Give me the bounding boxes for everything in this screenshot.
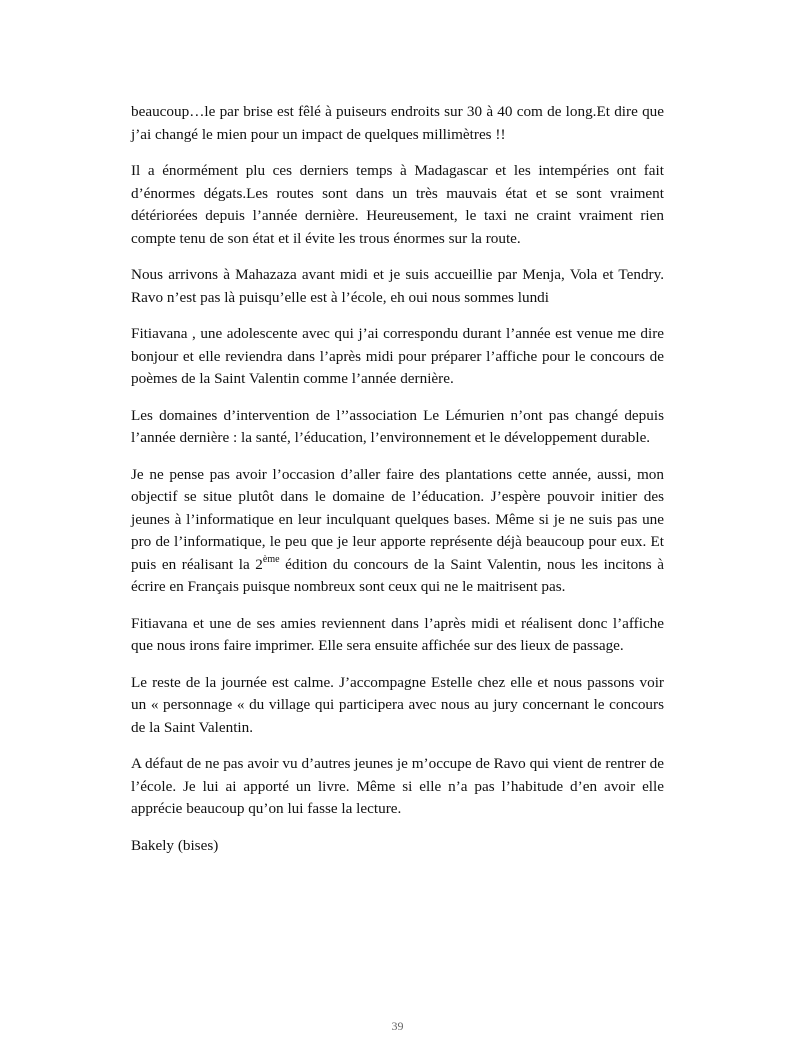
paragraph-text: édition du concours de la Saint Valentin, nous les incitons à écrire en Français puisque nombreux sont ceux qui ne le maitrisent pas. (131, 555, 664, 595)
paragraph: A défaut de ne pas avoir vu d’autres jeunes je m’occupe de Ravo qui vient de rentrer de l’école. Je lui ai apporté un livre. Même si elle n’a pas l’habitude d’en avoir elle apprécie beaucoup qu’on lui fasse la lecture. (131, 755, 664, 817)
superscript-ordinal: ème (262, 553, 280, 565)
paragraph (131, 464, 664, 599)
paragraph: Fitiavana , une adolescente avec qui j’ai correspondu durant l’année est venue me dire bonjour et elle reviendra dans l’après midi pour préparer l’affiche pour le concours de poèmes de la Saint Valentin comme l’année dernière. (131, 325, 664, 387)
page-number: 39 (391, 1019, 404, 1033)
paragraph: Les domaines d’intervention de l’’association Le Lémurien n’ont pas changé depuis l’année dernière : la santé, l’éducation, l’environnement et le développement durable. (131, 406, 664, 446)
paragraph: Il a énormément plu ces derniers temps à Madagascar et les intempéries ont fait d’énormes dégats.Les routes sont dans un très mauvais état et se sont vraiment détériorées depuis l’année dernière. Heureusement, le taxi ne craint vraiment rien compte tenu de son état et il évite les trous énormes sur la route. (131, 162, 664, 247)
paragraph: Le reste de la journée est calme. J’accompagne Estelle chez elle et nous passons voir un « personnage « du village qui participera avec nous au jury concernant le concours de la Saint Valentin. (131, 673, 664, 736)
paragraph: beaucoup…le par brise est fêlé à puiseurs endroits sur 30 à 40 com de long.Et dire que j’ai changé le mien pour un impact de quelques millimètres !! (131, 103, 664, 143)
paragraph-text: Je ne pense pas avoir l’occasion d’aller faire des plantations cette année, aussi, mon objectif se situe plutôt dans le domaine de l’éducation. J’espère pouvoir initier des jeunes à l’informatique en leur inculquant quelques bases. Même si je ne suis pas une pro de l’informatique, le peu que je leur apporte représente déjà beaucoup pour eux. Et puis en réalisant la 2 (131, 465, 664, 573)
signoff: Bakely (bises) (131, 836, 219, 854)
paragraph: Nous arrivons à Mahazaza avant midi et je suis accueillie par Menja, Vola et Tendry. Ravo n’est pas là puisqu’elle est à l’école, eh oui nous sommes lundi (131, 266, 664, 306)
body-text (131, 101, 664, 871)
paragraph: Fitiavana et une de ses amies reviennent dans l’après midi et réalisent donc l’affiche que nous irons faire imprimer. Elle sera ensuite affichée sur des lieux de passage. (131, 614, 664, 654)
